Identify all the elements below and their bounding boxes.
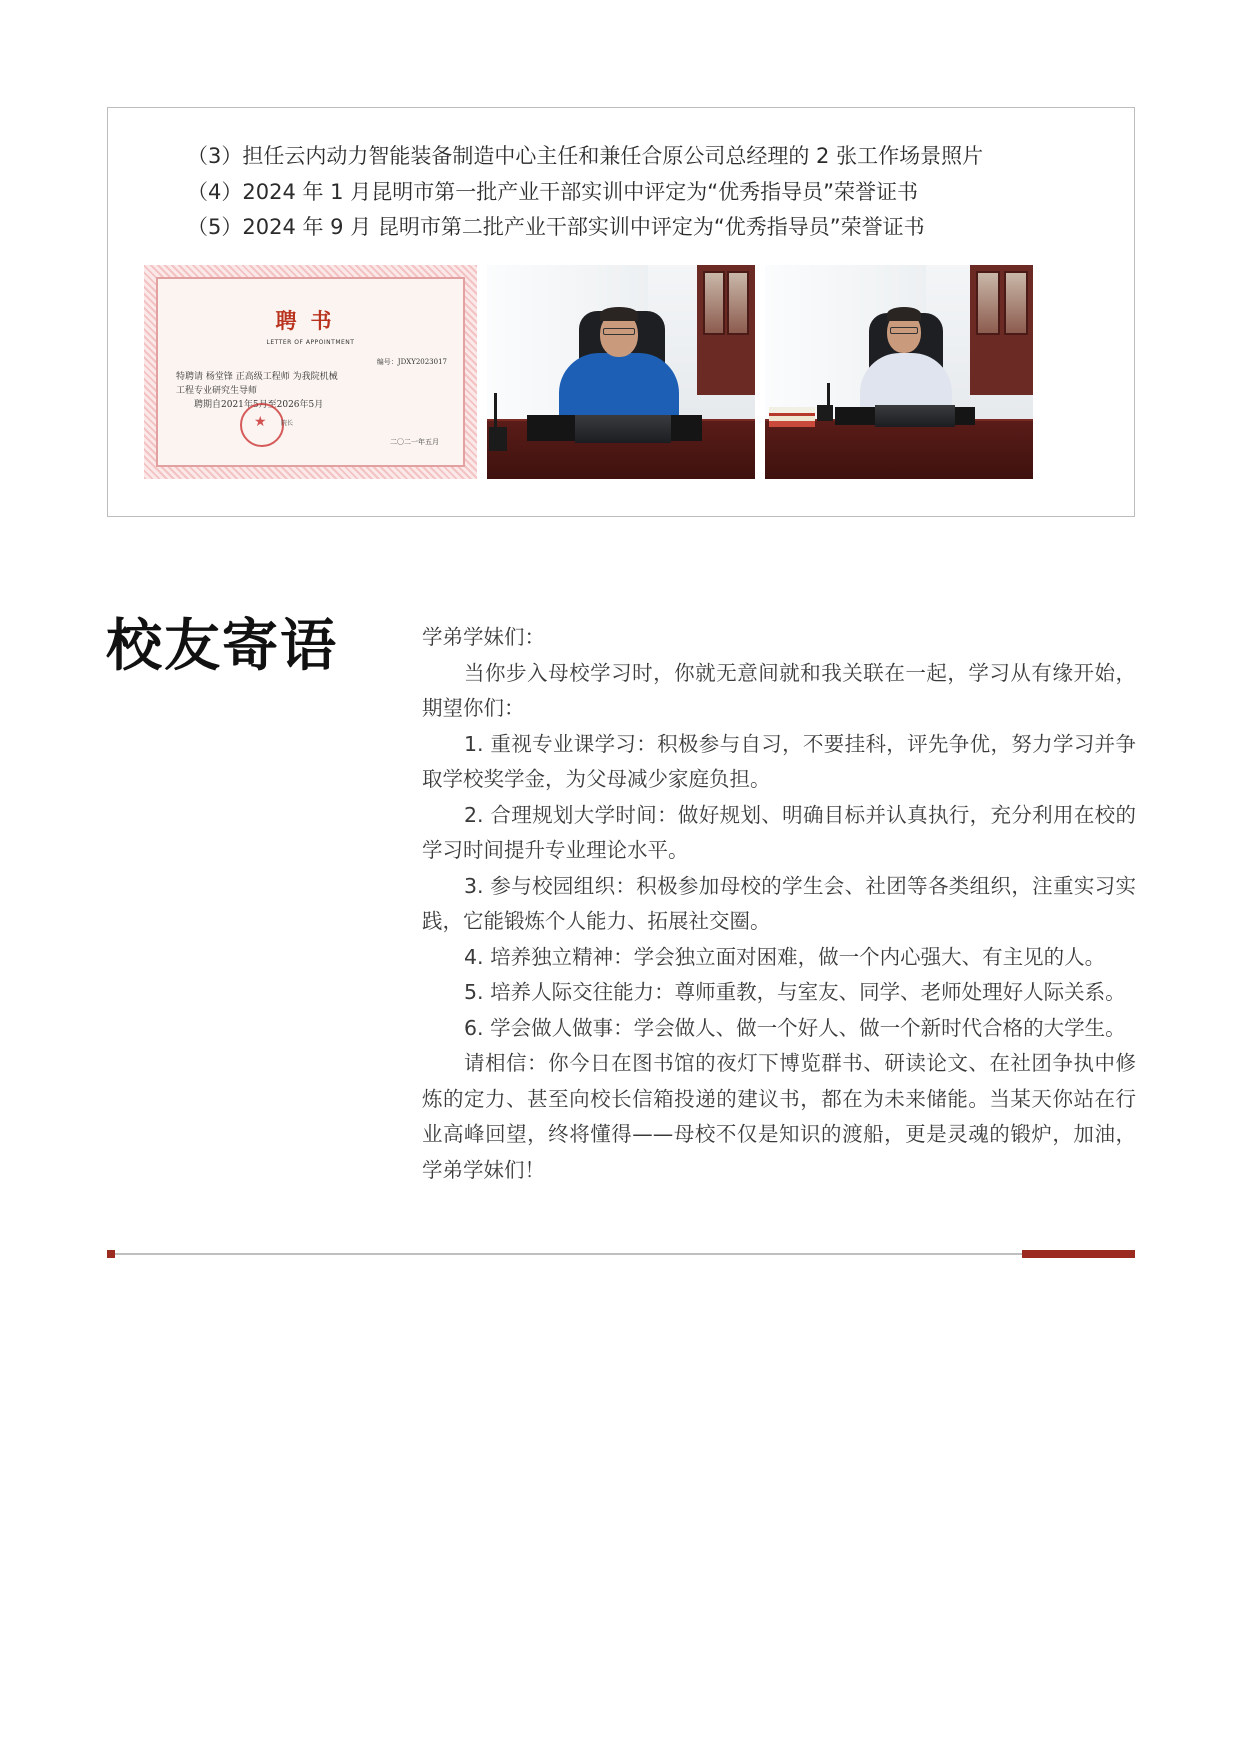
photo-row bbox=[144, 265, 1100, 479]
appointment-certificate-photo bbox=[144, 265, 477, 479]
footer-divider bbox=[107, 1250, 1135, 1258]
divider-line bbox=[107, 1253, 1135, 1255]
book-stack bbox=[769, 407, 815, 427]
seal-stamp bbox=[240, 403, 284, 447]
award-item-4: （4）2024 年 1 月昆明市第一批产业干部实训中评定为“优秀指导员”荣誉证书 bbox=[187, 179, 918, 204]
certificate-line-2: 工程专业研究生导师 bbox=[176, 386, 258, 396]
office-photo-blue-jacket bbox=[487, 265, 755, 479]
person bbox=[860, 353, 952, 413]
office-photo-white-shirt bbox=[765, 265, 1033, 479]
awards-box bbox=[107, 107, 1135, 517]
person bbox=[559, 353, 679, 423]
certificate-inner bbox=[156, 277, 465, 467]
section-title: 校友寄语 bbox=[106, 614, 338, 679]
message-closing: 请相信：你今日在图书馆的夜灯下博览群书、研读论文、在社团争执中修炼的定力、甚至向校长信箱投递的建议书，都在为未来储能。当某天你站在行业高峰回望，终将懂得——母校不仅是知识的渡船，更是灵魂的锻炉，加油，学弟学妹们！ bbox=[422, 1051, 1136, 1182]
laptop bbox=[875, 405, 955, 427]
awards-list bbox=[187, 139, 983, 246]
divider-right-bar bbox=[1022, 1250, 1135, 1258]
message-item-3: 3. 参与校园组织：积极参加母校的学生会、社团等各类组织，注重实习实践，它能锻炼个人能力、拓展社交圈。 bbox=[422, 873, 1136, 933]
laptop bbox=[575, 415, 671, 443]
message-item-2: 2. 合理规划大学时间：做好规划、明确目标并认真执行，充分利用在校的学习时间提升专业理论水平。 bbox=[422, 802, 1136, 862]
certificate-signature: 院长 bbox=[281, 420, 294, 427]
message-item-4: 4. 培养独立精神：学会独立面对困难，做一个内心强大、有主见的人。 bbox=[464, 944, 1106, 969]
message-greeting: 学弟学妹们： bbox=[422, 625, 545, 649]
divider-left-marker bbox=[107, 1250, 115, 1258]
desk-phone bbox=[489, 427, 507, 451]
message-item-5: 5. 培养人际交往能力：尊师重教，与室友、同学、老师处理好人际关系。 bbox=[464, 980, 1126, 1004]
bookcase bbox=[697, 265, 755, 395]
certificate-date: 二〇二一年五月 bbox=[390, 438, 439, 446]
certificate-subtitle: LETTER OF APPOINTMENT bbox=[266, 339, 355, 346]
certificate-line-3: 聘期自2021年5月至2026年5月 bbox=[194, 400, 324, 410]
certificate-title: 聘书 bbox=[275, 308, 346, 333]
desk-phone bbox=[817, 405, 833, 421]
desk bbox=[765, 421, 1033, 479]
certificate-line-1: 特聘请 杨堂锋 正高级工程师 为我院机械 bbox=[176, 372, 338, 382]
certificate-number: 编号：JDXY2023017 bbox=[376, 358, 447, 366]
message-item-1: 1. 重视专业课学习：积极参与自习，不要挂科，评先争优，努力学习并争取学校奖学金，为父母减少家庭负担。 bbox=[422, 731, 1136, 791]
award-item-3: （3）担任云内动力智能装备制造中心主任和兼任合原公司总经理的 2 张工作场景照片 bbox=[187, 144, 984, 168]
award-item-5: （5）2024 年 9 月 昆明市第二批产业干部实训中评定为“优秀指导员”荣誉证书 bbox=[187, 215, 925, 239]
message-item-6: 6. 学会做人做事：学会做人、做一个好人、做一个新时代合格的大学生。 bbox=[464, 1015, 1126, 1040]
bookcase bbox=[970, 265, 1033, 395]
message-intro: 当你步入母校学习时，你就无意间就和我关联在一起，学习从有缘开始，期望你们： bbox=[422, 660, 1136, 720]
alumni-message bbox=[422, 620, 1136, 1188]
